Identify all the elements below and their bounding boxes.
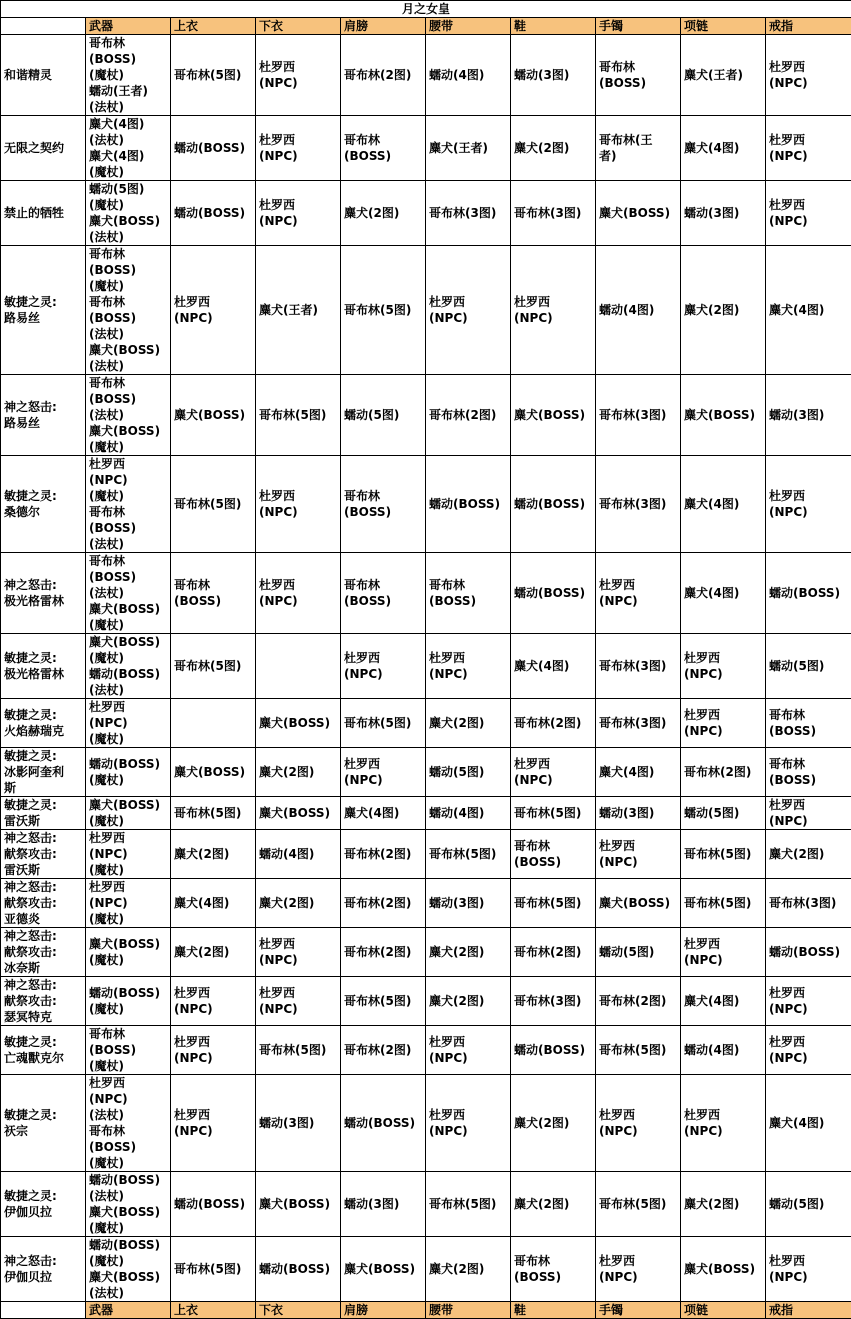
drop-cell: 麋犬(2图)	[766, 830, 851, 879]
drop-cell: 麋犬(2图)	[426, 977, 511, 1026]
drop-cell: 麋犬(2图)	[681, 246, 766, 375]
drop-cell: 杜罗西 (NPC)	[766, 116, 851, 181]
drop-cell: 杜罗西 (NPC) (魔杖)	[86, 699, 171, 748]
drop-cell: 蠕动(BOSS)	[256, 1237, 341, 1302]
drop-cell: 哥布林 (BOSS)	[426, 553, 511, 634]
drop-cell: 杜罗西 (NPC)	[426, 246, 511, 375]
drop-cell: 杜罗西 (NPC)	[256, 928, 341, 977]
drop-cell: 杜罗西 (NPC)	[256, 456, 341, 553]
drop-cell: 麋犬(2图)	[171, 830, 256, 879]
drop-cell: 杜罗西 (NPC)	[681, 634, 766, 699]
drop-cell: 哥布林 (BOSS)	[511, 830, 596, 879]
row-name: 神之怒击: 极光格雷林	[1, 553, 86, 634]
drop-cell: 杜罗西 (NPC)	[766, 1026, 851, 1075]
table-row	[1, 797, 851, 830]
drop-cell: 哥布林(5图)	[596, 1026, 681, 1075]
drop-cell: 杜罗西 (NPC)	[511, 246, 596, 375]
drop-cell: 杜罗西 (NPC)	[171, 1075, 256, 1172]
drop-cell: 哥布林(5图)	[596, 1172, 681, 1237]
sheet-title: 月之女皇	[1, 1, 851, 18]
drop-cell	[171, 699, 256, 748]
drop-cell: 麋犬(BOSS)	[681, 375, 766, 456]
table-row	[1, 375, 851, 456]
drop-cell: 麋犬(4图)	[681, 977, 766, 1026]
drop-cell: 哥布林(5图)	[681, 830, 766, 879]
row-name: 和谐精灵	[1, 35, 86, 116]
drop-cell: 杜罗西 (NPC)	[596, 1075, 681, 1172]
drop-cell: 哥布林(2图)	[341, 35, 426, 116]
drop-cell: 麋犬(4图) (法杖) 麋犬(4图) (魔杖)	[86, 116, 171, 181]
col-footer-necklace: 项链	[681, 1302, 766, 1319]
drop-cell: 麋犬(2图)	[426, 928, 511, 977]
col-header-weapon: 武器	[86, 18, 171, 35]
drop-cell: 哥布林 (BOSS) (魔杖) 哥布林 (BOSS) (法杖) 麋犬(BOSS) (法杖)	[86, 246, 171, 375]
row-name: 敏捷之灵: 极光格雷林	[1, 634, 86, 699]
drop-cell: 麋犬(王者)	[426, 116, 511, 181]
row-name: 神之怒击: 献祭攻击: 冰奈斯	[1, 928, 86, 977]
drop-cell: 蠕动(BOSS)	[171, 181, 256, 246]
drop-cell	[256, 634, 341, 699]
row-name: 敏捷之灵: 亡魂獸克尔	[1, 1026, 86, 1075]
drop-cell: 麋犬(4图)	[766, 1075, 851, 1172]
table-row	[1, 977, 851, 1026]
drop-cell: 杜罗西 (NPC) (法杖) 哥布林 (BOSS) (魔杖)	[86, 1075, 171, 1172]
drop-cell: 麋犬(BOSS)	[256, 797, 341, 830]
drop-cell: 蠕动(BOSS)	[171, 1172, 256, 1237]
drop-cell: 麋犬(BOSS)	[511, 375, 596, 456]
table-row	[1, 1075, 851, 1172]
drop-cell: 蠕动(3图)	[256, 1075, 341, 1172]
drop-cell: 蠕动(5图)	[341, 375, 426, 456]
drop-cell: 麋犬(BOSS)	[681, 1237, 766, 1302]
drop-cell: 杜罗西 (NPC)	[256, 35, 341, 116]
drop-cell: 麋犬(2图)	[256, 748, 341, 797]
drop-cell: 哥布林(3图)	[596, 375, 681, 456]
drop-cell: 蠕动(BOSS)	[171, 116, 256, 181]
drop-cell: 哥布林(5图)	[341, 699, 426, 748]
header-row-top	[1, 18, 851, 35]
drop-cell: 蠕动(5图)	[596, 928, 681, 977]
drop-cell: 哥布林 (BOSS)	[171, 553, 256, 634]
table-row	[1, 634, 851, 699]
drop-cell: 哥布林 (BOSS)	[596, 35, 681, 116]
drop-cell: 哥布林 (BOSS) (魔杖)	[86, 1026, 171, 1075]
drop-cell: 杜罗西 (NPC)	[681, 699, 766, 748]
drop-cell: 麋犬(BOSS)	[256, 699, 341, 748]
drop-cell: 哥布林(3图)	[426, 181, 511, 246]
header-corner	[1, 18, 86, 35]
col-header-belt: 腰带	[426, 18, 511, 35]
drop-cell: 哥布林(2图)	[426, 375, 511, 456]
table-row	[1, 830, 851, 879]
header-row-bottom	[1, 1302, 851, 1319]
drop-cell: 杜罗西 (NPC)	[341, 748, 426, 797]
drop-cell: 蠕动(3图)	[341, 1172, 426, 1237]
drop-cell: 哥布林(5图)	[256, 375, 341, 456]
drop-cell: 哥布林(3图)	[766, 879, 851, 928]
drop-cell: 哥布林 (BOSS) (法杖) 麋犬(BOSS) (魔杖)	[86, 553, 171, 634]
drop-cell: 蠕动(5图)	[766, 634, 851, 699]
drop-cell: 哥布林(王 者)	[596, 116, 681, 181]
drop-cell: 蠕动(5图)	[426, 748, 511, 797]
drop-cell: 蠕动(BOSS)	[511, 553, 596, 634]
drop-cell: 蠕动(5图) (魔杖) 麋犬(BOSS) (法杖)	[86, 181, 171, 246]
drop-cell: 麋犬(2图)	[511, 116, 596, 181]
col-footer-bottom: 下衣	[256, 1302, 341, 1319]
table-row	[1, 456, 851, 553]
drop-cell: 麋犬(BOSS)	[341, 1237, 426, 1302]
drop-cell: 哥布林(5图)	[171, 35, 256, 116]
row-name: 神之怒击: 路易丝	[1, 375, 86, 456]
drop-cell: 杜罗西 (NPC)	[426, 1075, 511, 1172]
drop-cell: 麋犬(4图)	[511, 634, 596, 699]
col-header-necklace: 项链	[681, 18, 766, 35]
table-row	[1, 1026, 851, 1075]
table-row	[1, 35, 851, 116]
drop-cell: 杜罗西 (NPC)	[426, 1026, 511, 1075]
drop-cell: 蠕动(3图)	[681, 181, 766, 246]
drop-cell: 哥布林(2图)	[341, 928, 426, 977]
drop-cell: 杜罗西 (NPC)	[766, 797, 851, 830]
drop-cell: 杜罗西 (NPC) (魔杖) 哥布林 (BOSS) (法杖)	[86, 456, 171, 553]
row-name: 神之怒击: 献祭攻击: 雷沃斯	[1, 830, 86, 879]
drop-cell: 杜罗西 (NPC) (魔杖)	[86, 879, 171, 928]
drop-cell: 哥布林(2图)	[341, 879, 426, 928]
drop-cell: 蠕动(BOSS)	[426, 456, 511, 553]
row-name: 无限之契约	[1, 116, 86, 181]
drop-cell: 哥布林 (BOSS)	[341, 456, 426, 553]
row-name: 敏捷之灵: 路易丝	[1, 246, 86, 375]
drop-cell: 杜罗西 (NPC)	[171, 1026, 256, 1075]
drop-cell: 杜罗西 (NPC)	[596, 830, 681, 879]
drop-cell: 麋犬(4图)	[171, 879, 256, 928]
drop-cell: 蠕动(4图)	[596, 246, 681, 375]
drop-cell: 杜罗西 (NPC) (魔杖)	[86, 830, 171, 879]
col-header-shoulder: 肩膀	[341, 18, 426, 35]
drop-cell: 蠕动(BOSS)	[511, 1026, 596, 1075]
drop-cell: 哥布林(3图)	[511, 181, 596, 246]
drop-cell: 蠕动(3图)	[766, 375, 851, 456]
drop-cell: 哥布林 (BOSS) (法杖) 麋犬(BOSS) (魔杖)	[86, 375, 171, 456]
drop-cell: 蠕动(BOSS)	[766, 928, 851, 977]
drop-cell: 杜罗西 (NPC)	[766, 181, 851, 246]
drop-cell: 麋犬(4图)	[766, 246, 851, 375]
row-name: 神之怒击: 伊伽贝拉	[1, 1237, 86, 1302]
drop-cell: 蠕动(5图)	[681, 797, 766, 830]
drop-cell: 蠕动(4图)	[681, 1026, 766, 1075]
table-row	[1, 1237, 851, 1302]
col-header-top: 上衣	[171, 18, 256, 35]
drop-cell: 杜罗西 (NPC)	[256, 553, 341, 634]
col-footer-belt: 腰带	[426, 1302, 511, 1319]
drop-cell: 杜罗西 (NPC)	[341, 634, 426, 699]
drop-cell: 哥布林(5图)	[426, 1172, 511, 1237]
drop-cell: 麋犬(王者)	[681, 35, 766, 116]
drop-cell: 麋犬(BOSS) (魔杖)	[86, 928, 171, 977]
row-name: 敏捷之灵: 雷沃斯	[1, 797, 86, 830]
col-header-ring: 戒指	[766, 18, 851, 35]
drop-cell: 哥布林(5图)	[171, 456, 256, 553]
drop-cell: 哥布林(2图)	[511, 928, 596, 977]
drop-cell: 哥布林(5图)	[256, 1026, 341, 1075]
drop-cell: 哥布林(5图)	[171, 797, 256, 830]
row-name: 神之怒击: 献祭攻击: 亚德炎	[1, 879, 86, 928]
footer-corner	[1, 1302, 86, 1319]
drop-cell: 哥布林 (BOSS)	[766, 699, 851, 748]
drop-cell: 哥布林(3图)	[596, 699, 681, 748]
drop-cell: 麋犬(2图)	[426, 699, 511, 748]
row-name: 敏捷之灵: 冰影阿奎利 斯	[1, 748, 86, 797]
drop-cell: 蠕动(3图)	[426, 879, 511, 928]
drop-cell: 杜罗西 (NPC)	[596, 553, 681, 634]
drop-cell: 杜罗西 (NPC)	[171, 246, 256, 375]
row-name: 敏捷之灵: 桑德尔	[1, 456, 86, 553]
drop-cell: 蠕动(BOSS)	[766, 553, 851, 634]
drop-cell: 哥布林(2图)	[341, 1026, 426, 1075]
drop-cell: 麋犬(2图)	[426, 1237, 511, 1302]
row-name: 敏捷之灵: 祆宗	[1, 1075, 86, 1172]
col-footer-ring: 戒指	[766, 1302, 851, 1319]
drop-cell: 哥布林(5图)	[171, 634, 256, 699]
table-row	[1, 928, 851, 977]
drop-cell: 麋犬(4图)	[341, 797, 426, 830]
drop-cell: 哥布林 (BOSS)	[766, 748, 851, 797]
drop-cell: 麋犬(王者)	[256, 246, 341, 375]
table-row	[1, 748, 851, 797]
drop-cell: 麋犬(4图)	[681, 553, 766, 634]
row-name: 敏捷之灵: 伊伽贝拉	[1, 1172, 86, 1237]
drop-cell: 蠕动(4图)	[426, 797, 511, 830]
drop-cell: 蠕动(BOSS) (魔杖)	[86, 748, 171, 797]
drop-cell: 麋犬(4图)	[596, 748, 681, 797]
drop-cell: 杜罗西 (NPC)	[596, 1237, 681, 1302]
col-footer-weapon: 武器	[86, 1302, 171, 1319]
drop-cell: 哥布林 (BOSS)	[341, 553, 426, 634]
drop-cell: 麋犬(2图)	[681, 1172, 766, 1237]
col-header-bracelet: 手镯	[596, 18, 681, 35]
row-name: 敏捷之灵: 火焰赫瑞克	[1, 699, 86, 748]
drop-cell: 蠕动(3图)	[511, 35, 596, 116]
col-footer-top: 上衣	[171, 1302, 256, 1319]
drop-cell: 杜罗西 (NPC)	[681, 1075, 766, 1172]
drop-cell: 哥布林 (BOSS)	[511, 1237, 596, 1302]
col-header-bottom: 下衣	[256, 18, 341, 35]
drop-cell: 麋犬(2图)	[256, 879, 341, 928]
drop-cell: 麋犬(2图)	[171, 928, 256, 977]
drop-cell: 麋犬(BOSS)	[256, 1172, 341, 1237]
drop-cell: 哥布林(5图)	[341, 246, 426, 375]
drop-cell: 蠕动(BOSS) (法杖) 麋犬(BOSS) (魔杖)	[86, 1172, 171, 1237]
drop-cell: 蠕动(BOSS) (魔杖)	[86, 977, 171, 1026]
col-footer-bracelet: 手镯	[596, 1302, 681, 1319]
drop-cell: 蠕动(4图)	[426, 35, 511, 116]
table-row	[1, 879, 851, 928]
drop-cell: 哥布林(2图)	[681, 748, 766, 797]
drop-cell: 蠕动(BOSS)	[511, 456, 596, 553]
drop-cell: 杜罗西 (NPC)	[766, 35, 851, 116]
drop-cell: 杜罗西 (NPC)	[256, 116, 341, 181]
drop-cell: 哥布林(2图)	[511, 699, 596, 748]
drop-cell: 哥布林 (BOSS) (魔杖) 蠕动(王者) (法杖)	[86, 35, 171, 116]
drop-cell: 哥布林(5图)	[171, 1237, 256, 1302]
drop-cell: 蠕动(4图)	[256, 830, 341, 879]
drop-cell: 麋犬(BOSS)	[171, 375, 256, 456]
drop-cell: 麋犬(4图)	[681, 116, 766, 181]
drop-cell: 麋犬(BOSS) (魔杖) 蠕动(BOSS) (法杖)	[86, 634, 171, 699]
drop-cell: 蠕动(BOSS)	[341, 1075, 426, 1172]
drop-cell: 蠕动(5图)	[766, 1172, 851, 1237]
drop-cell: 哥布林 (BOSS)	[341, 116, 426, 181]
table-row	[1, 1172, 851, 1237]
table-row	[1, 553, 851, 634]
drop-cell: 杜罗西 (NPC)	[171, 977, 256, 1026]
drop-cell: 哥布林(5图)	[426, 830, 511, 879]
drop-cell: 哥布林(2图)	[341, 830, 426, 879]
drop-cell: 麋犬(2图)	[341, 181, 426, 246]
col-header-shoes: 鞋	[511, 18, 596, 35]
drop-cell: 麋犬(BOSS)	[596, 879, 681, 928]
drop-cell: 杜罗西 (NPC)	[511, 748, 596, 797]
row-name: 禁止的牺牲	[1, 181, 86, 246]
col-footer-shoulder: 肩膀	[341, 1302, 426, 1319]
drop-cell: 杜罗西 (NPC)	[681, 928, 766, 977]
drop-cell: 哥布林(5图)	[511, 797, 596, 830]
drop-cell: 蠕动(BOSS) (魔杖) 麋犬(BOSS) (法杖)	[86, 1237, 171, 1302]
table-row	[1, 246, 851, 375]
drop-cell: 杜罗西 (NPC)	[766, 456, 851, 553]
drop-cell: 蠕动(3图)	[596, 797, 681, 830]
table-row	[1, 699, 851, 748]
drop-cell: 麋犬(BOSS)	[171, 748, 256, 797]
drop-cell: 哥布林(5图)	[511, 879, 596, 928]
drop-cell: 哥布林(5图)	[341, 977, 426, 1026]
drop-cell: 杜罗西 (NPC)	[766, 977, 851, 1026]
drop-cell: 哥布林(5图)	[681, 879, 766, 928]
drop-cell: 麋犬(2图)	[511, 1172, 596, 1237]
drop-cell: 哥布林(2图)	[596, 977, 681, 1026]
drop-cell: 麋犬(2图)	[511, 1075, 596, 1172]
drop-cell: 杜罗西 (NPC)	[256, 977, 341, 1026]
drop-cell: 麋犬(BOSS)	[596, 181, 681, 246]
row-name: 神之怒击: 献祭攻击: 瑟冥特克	[1, 977, 86, 1026]
drop-cell: 哥布林(3图)	[511, 977, 596, 1026]
drop-cell: 杜罗西 (NPC)	[426, 634, 511, 699]
col-footer-shoes: 鞋	[511, 1302, 596, 1319]
table-row	[1, 181, 851, 246]
drop-cell: 杜罗西 (NPC)	[256, 181, 341, 246]
drop-cell: 杜罗西 (NPC)	[766, 1237, 851, 1302]
drop-cell: 哥布林(3图)	[596, 456, 681, 553]
drop-cell: 麋犬(4图)	[681, 456, 766, 553]
drop-cell: 麋犬(BOSS) (魔杖)	[86, 797, 171, 830]
drop-cell: 哥布林(3图)	[596, 634, 681, 699]
table-row	[1, 116, 851, 181]
